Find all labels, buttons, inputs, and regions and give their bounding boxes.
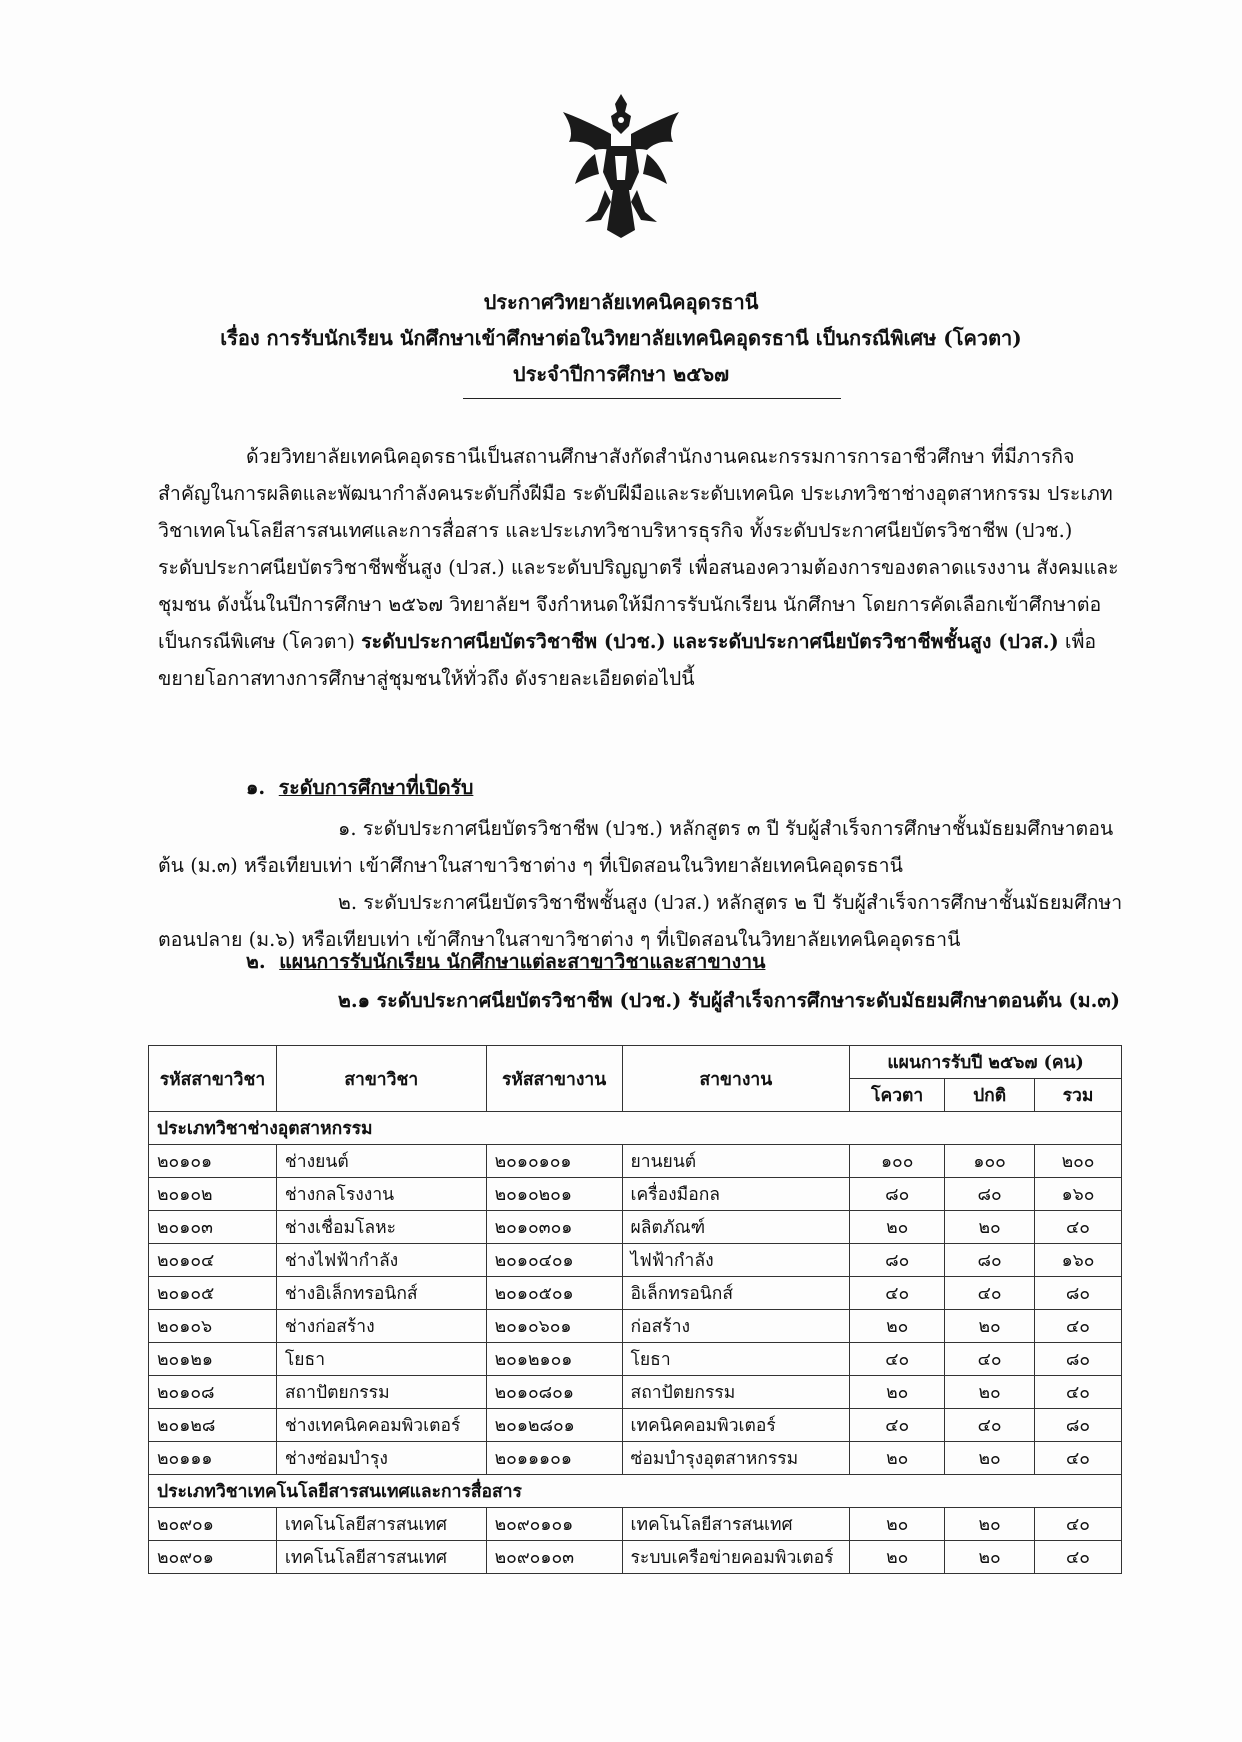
cell-major-code: ๒๐๑๑๑ xyxy=(149,1442,277,1475)
cell-major: ช่างซ่อมบำรุง xyxy=(276,1442,486,1475)
cell-track: เทคนิคคอมพิวเตอร์ xyxy=(622,1409,850,1442)
table-row xyxy=(149,1376,1122,1409)
cell-major-code: ๒๐๑๒๘ xyxy=(149,1409,277,1442)
header-major-code: รหัสสาขาวิชา xyxy=(149,1046,277,1112)
group-row xyxy=(149,1112,1122,1145)
header-track: สาขางาน xyxy=(622,1046,850,1112)
announcement-subject: เรื่อง การรับนักเรียน นักศึกษาเข้าศึกษาต่อในวิทยาลัยเทคนิคอุดรธานี เป็นกรณีพิเศษ (โควตา) xyxy=(220,326,1022,350)
cell-quota: ๔๐ xyxy=(850,1277,945,1310)
cell-track: ไฟฟ้ากำลัง xyxy=(622,1244,850,1277)
cell-major-code: ๒๐๑๐๖ xyxy=(149,1310,277,1343)
cell-track-code: ๒๐๑๒๘๐๑ xyxy=(486,1409,622,1442)
cell-track-code: ๒๐๑๐๒๐๑ xyxy=(486,1178,622,1211)
cell-quota: ๔๐ xyxy=(850,1409,945,1442)
cell-normal: ๔๐ xyxy=(945,1409,1035,1442)
cell-quota: ๑๐๐ xyxy=(850,1145,945,1178)
cell-major-code: ๒๐๑๐๑ xyxy=(149,1145,277,1178)
cell-normal: ๒๐ xyxy=(945,1310,1035,1343)
table-body xyxy=(149,1112,1122,1574)
cell-normal: ๘๐ xyxy=(945,1244,1035,1277)
cell-total: ๘๐ xyxy=(1035,1277,1122,1310)
section-2-number: ๒. xyxy=(246,950,266,973)
admission-plan-table xyxy=(148,1045,1122,1574)
cell-track-code: ๒๐๑๑๑๐๑ xyxy=(486,1442,622,1475)
cell-track: เครื่องมือกล xyxy=(622,1178,850,1211)
group-label: ประเภทวิชาเทคโนโลยีสารสนเทศและการสื่อสาร xyxy=(149,1475,1122,1508)
cell-total: ๑๖๐ xyxy=(1035,1244,1122,1277)
table-row xyxy=(149,1343,1122,1376)
cell-quota: ๒๐ xyxy=(850,1376,945,1409)
cell-normal: ๘๐ xyxy=(945,1178,1035,1211)
cell-track-code: ๒๐๙๐๑๐๑ xyxy=(486,1508,622,1541)
intro-paragraph xyxy=(158,438,1124,697)
header-total: รวม xyxy=(1035,1079,1122,1112)
cell-major: เทคโนโลยีสารสนเทศ xyxy=(276,1541,486,1574)
cell-normal: ๒๐ xyxy=(945,1442,1035,1475)
section-2-heading xyxy=(246,946,765,977)
table-row xyxy=(149,1409,1122,1442)
table-row xyxy=(149,1244,1122,1277)
cell-major-code: ๒๐๑๐๘ xyxy=(149,1376,277,1409)
cell-total: ๔๐ xyxy=(1035,1211,1122,1244)
intro-text: ด้วยวิทยาลัยเทคนิคอุดรธานีเป็นสถานศึกษาสังกัดสำนักงานคณะกรรมการการอาชีวศึกษา ที่มีภารกิจสำคัญในการผลิตและพัฒนากำลังคนระดับกึ่งฝีมือ ระดับฝีมือและระดับเทคนิค ประเภทวิชาช่างอุตสาหกรรม ประเภทวิชาเทคโนโลยีสารสนเทศและการสื่อสาร และประเภทวิชาบริหารธุรกิจ ทั้งระดับประกาศนียบัตรวิชาชีพ (ปวช.) ระดับประกาศนียบัตรวิชาชีพชั้นสูง (ปวส.) และระดับปริญญาตรี เพื่อสนองความต้องการของตลาดแรงงาน สังคมและชุมชน ดังนั้นในปีการศึกษา ๒๕๖๗ วิทยาลัยฯ จึงกำหนดให้มีการรับนักเรียน นักศึกษา โดยการคัดเลือกเข้าศึกษาต่อเป็นกรณีพิเศษ (โควตา) xyxy=(158,445,1119,653)
table-row xyxy=(149,1508,1122,1541)
cell-track: ซ่อมบำรุงอุตสาหกรรม xyxy=(622,1442,850,1475)
cell-quota: ๘๐ xyxy=(850,1244,945,1277)
section-2-title: แผนการรับนักเรียน นักศึกษาแต่ละสาขาวิชาและสาขางาน xyxy=(279,950,766,973)
cell-total: ๔๐ xyxy=(1035,1442,1122,1475)
header-major: สาขาวิชา xyxy=(276,1046,486,1112)
cell-track-code: ๒๐๑๐๖๐๑ xyxy=(486,1310,622,1343)
announcement-title: ประกาศวิทยาลัยเทคนิคอุดรธานี xyxy=(483,290,759,314)
cell-track-code: ๒๐๑๐๓๐๑ xyxy=(486,1211,622,1244)
cell-major: ช่างยนต์ xyxy=(276,1145,486,1178)
table-row xyxy=(149,1277,1122,1310)
table-row xyxy=(149,1211,1122,1244)
cell-total: ๘๐ xyxy=(1035,1343,1122,1376)
section-2-subheading: ๒.๑ ระดับประกาศนียบัตรวิชาชีพ (ปวช.) รับผู้สำเร็จการศึกษาระดับมัธยมศึกษาตอนต้น (ม.๓) xyxy=(338,989,1120,1012)
section-1-number: ๑. xyxy=(246,776,266,799)
academic-year: ประจำปีการศึกษา ๒๕๖๗ xyxy=(512,362,730,386)
cell-track: อิเล็กทรอนิกส์ xyxy=(622,1277,850,1310)
cell-track: เทคโนโลยีสารสนเทศ xyxy=(622,1508,850,1541)
intro-bold: ระดับประกาศนียบัตรวิชาชีพ (ปวช.) และระดับประกาศนียบัตรวิชาชีพชั้นสูง (ปวส.) xyxy=(361,630,1059,653)
cell-quota: ๒๐ xyxy=(850,1211,945,1244)
cell-quota: ๒๐ xyxy=(850,1541,945,1574)
header-track-code: รหัสสาขางาน xyxy=(486,1046,622,1112)
cell-track-code: ๒๐๑๐๔๐๑ xyxy=(486,1244,622,1277)
cell-major-code: ๒๐๑๒๑ xyxy=(149,1343,277,1376)
cell-normal: ๒๐ xyxy=(945,1541,1035,1574)
cell-track: สถาปัตยกรรม xyxy=(622,1376,850,1409)
cell-quota: ๘๐ xyxy=(850,1178,945,1211)
cell-quota: ๒๐ xyxy=(850,1310,945,1343)
cell-normal: ๔๐ xyxy=(945,1343,1035,1376)
cell-track: ก่อสร้าง xyxy=(622,1310,850,1343)
header-quota: โควตา xyxy=(850,1079,945,1112)
cell-major: เทคโนโลยีสารสนเทศ xyxy=(276,1508,486,1541)
cell-track: โยธา xyxy=(622,1343,850,1376)
header-normal: ปกติ xyxy=(945,1079,1035,1112)
cell-track-code: ๒๐๑๒๑๐๑ xyxy=(486,1343,622,1376)
cell-total: ๒๐๐ xyxy=(1035,1145,1122,1178)
cell-total: ๔๐ xyxy=(1035,1508,1122,1541)
cell-total: ๔๐ xyxy=(1035,1541,1122,1574)
cell-quota: ๒๐ xyxy=(850,1442,945,1475)
cell-normal: ๒๐ xyxy=(945,1508,1035,1541)
section-2-sub xyxy=(158,982,1124,1019)
table-row xyxy=(149,1310,1122,1343)
cell-normal: ๔๐ xyxy=(945,1277,1035,1310)
header-plan: แผนการรับปี ๒๕๖๗ (คน) xyxy=(850,1046,1122,1079)
cell-track: ระบบเครือข่ายคอมพิวเตอร์ xyxy=(622,1541,850,1574)
cell-track: ผลิตภัณฑ์ xyxy=(622,1211,850,1244)
cell-track-code: ๒๐๑๐๑๐๑ xyxy=(486,1145,622,1178)
table-row xyxy=(149,1145,1122,1178)
group-label: ประเภทวิชาช่างอุตสาหกรรม xyxy=(149,1112,1122,1145)
cell-track: ยานยนต์ xyxy=(622,1145,850,1178)
cell-track-code: ๒๐๙๐๑๐๓ xyxy=(486,1541,622,1574)
cell-major-code: ๒๐๑๐๕ xyxy=(149,1277,277,1310)
section-1-title: ระดับการศึกษาที่เปิดรับ xyxy=(278,776,474,799)
table-row xyxy=(149,1442,1122,1475)
cell-major-code: ๒๐๑๐๒ xyxy=(149,1178,277,1211)
cell-major: สถาปัตยกรรม xyxy=(276,1376,486,1409)
cell-normal: ๒๐ xyxy=(945,1211,1035,1244)
cell-total: ๔๐ xyxy=(1035,1310,1122,1343)
group-row xyxy=(149,1475,1122,1508)
cell-total: ๘๐ xyxy=(1035,1409,1122,1442)
cell-major: ช่างกลโรงงาน xyxy=(276,1178,486,1211)
section-1-heading xyxy=(246,772,473,803)
cell-quota: ๒๐ xyxy=(850,1508,945,1541)
cell-track-code: ๒๐๑๐๘๐๑ xyxy=(486,1376,622,1409)
cell-total: ๔๐ xyxy=(1035,1376,1122,1409)
cell-major-code: ๒๐๑๐๔ xyxy=(149,1244,277,1277)
cell-major: ช่างก่อสร้าง xyxy=(276,1310,486,1343)
table-row xyxy=(149,1178,1122,1211)
section-1-items xyxy=(158,810,1124,958)
section-1-item-1: ๑. ระดับประกาศนียบัตรวิชาชีพ (ปวช.) หลักสูตร ๓ ปี รับผู้สำเร็จการศึกษาชั้นมัธยมศึกษาตอนต้น (ม.๓) หรือเทียบเท่า เข้าศึกษาในสาขาวิชาต่าง ๆ ที่เปิดสอนในวิทยาลัยเทคนิคอุดรธานี xyxy=(158,817,1114,877)
intro-tail: เพื่อขยายโอกาสทางการศึกษาสู่ชุมชนให้ทั่วถึง ดังรายละเอียดต่อไปนี้ xyxy=(158,630,1097,690)
cell-major: ช่างอิเล็กทรอนิกส์ xyxy=(276,1277,486,1310)
cell-major: ช่างเชื่อมโลหะ xyxy=(276,1211,486,1244)
cell-total: ๑๖๐ xyxy=(1035,1178,1122,1211)
title-divider xyxy=(463,398,841,399)
section-1-item-2: ๒. ระดับประกาศนียบัตรวิชาชีพชั้นสูง (ปวส.) หลักสูตร ๒ ปี รับผู้สำเร็จการศึกษาชั้นมัธยมศึกษาตอนปลาย (ม.๖) หรือเทียบเท่า เข้าศึกษาในสาขาวิชาต่าง ๆ ที่เปิดสอนในวิทยาลัยเทคนิคอุดรธานี xyxy=(158,891,1123,951)
cell-quota: ๔๐ xyxy=(850,1343,945,1376)
cell-major: โยธา xyxy=(276,1343,486,1376)
cell-normal: ๒๐ xyxy=(945,1376,1035,1409)
garuda-emblem-icon xyxy=(555,90,687,240)
cell-major-code: ๒๐๑๐๓ xyxy=(149,1211,277,1244)
table-row xyxy=(149,1541,1122,1574)
cell-major: ช่างไฟฟ้ากำลัง xyxy=(276,1244,486,1277)
cell-major: ช่างเทคนิคคอมพิวเตอร์ xyxy=(276,1409,486,1442)
cell-track-code: ๒๐๑๐๕๐๑ xyxy=(486,1277,622,1310)
cell-major-code: ๒๐๙๐๑ xyxy=(149,1508,277,1541)
cell-major-code: ๒๐๙๐๑ xyxy=(149,1541,277,1574)
cell-normal: ๑๐๐ xyxy=(945,1145,1035,1178)
